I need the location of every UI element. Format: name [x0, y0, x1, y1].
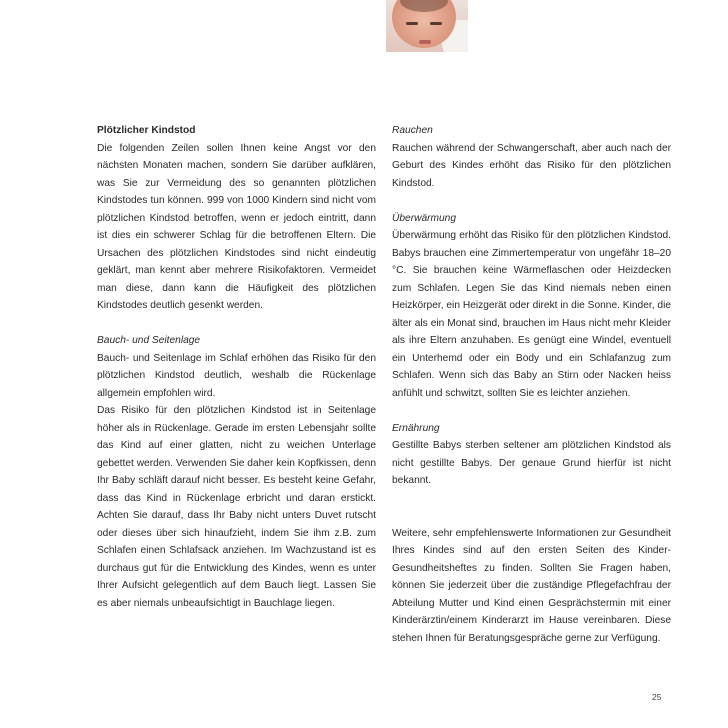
paragraph: Die folgenden Zeilen sollen Ihnen keine Angst vor den nächsten Monaten machen, sondern Sie darüber aufklären, was Sie zur Vermeidung des so genannten plötzlichen Kindstodes tun können. 999 von 1000 Kindern sind nicht vom plötzlichen Kindstod betroffen, wenn er jedoch eintritt, dann ist dies ein schwerer Schlag für die betroffenen Eltern. Die Ursachen des plötzlichen Kindstodes sind nicht eindeutig geklärt, man kennt aber mehrere Risikofaktoren. Vermeidet man diese, dann kann die Häufigkeit des plötzlichen Kindstodes deutlich gesenkt werden. [97, 142, 376, 311]
paragraph: Weitere, sehr empfehlenswerte Informationen zur Gesundheit Ihres Kindes sind auf den ersten Seiten des Kinder-Gesundheitsheftes zu finden. Sollten Sie Fragen haben, können Sie jederzeit über die zuständige Pflegefachfrau der Abteilung Mutter und Kind einen Gesprächstermin mit einer Kinderärztin/einem Kinderarzt im Hause vereinbaren. Diese stehen Ihnen für Beratungsgespräche gerne zur Verfügung. [392, 527, 671, 644]
spacer [392, 507, 671, 525]
spacer [392, 192, 671, 210]
subheading: Überwärmung [392, 212, 456, 224]
subheading: Ernährung [392, 422, 440, 434]
subheading: Rauchen [392, 125, 433, 136]
paragraph: Überwärmung erhöht das Risiko für den plötzlichen Kindstod. Babys brauchen eine Zimmertemperatur von ungefähr 18–20 °C. Sie brauchen keine Wärmeflaschen oder Heizdecken zum Schlafen. Legen Sie das Kind niemals neben einen Heizkörper, ein Heizgerät oder direkt in die Sonne. Kinder, die älter als ein Monat sind, brauchen im Haus nicht mehr Kleider als ihre Eltern anzuhaben. Es genügt eine Windel, eventuell ein Unterhemd oder ein Body und ein Schlafanzug zum Schlafen. Wenn sich das Baby an Stirn oder Nacken heiss anfühlt und schwitzt, sollten Sie es leichter anziehen. [392, 230, 671, 399]
section-heading: Plötzlicher Kindstod [97, 125, 196, 136]
spacer [97, 315, 376, 333]
spacer [392, 490, 671, 508]
page-number: 25 [652, 692, 662, 702]
paragraph: Rauchen während der Schwangerschaft, aber auch nach der Geburt des Kindes erhöht das Risiko für den plötzlichen Kindstod. [392, 142, 671, 189]
right-column [392, 122, 671, 647]
paragraph: Gestillte Babys sterben seltener am plötzlichen Kindstod als nicht gestillte Babys. Der genaue Grund hierfür ist nicht bekannt. [392, 440, 671, 486]
baby-photo [386, 0, 468, 52]
spacer [392, 402, 671, 420]
left-column [97, 122, 376, 612]
paragraph: Das Risiko für den plötzlichen Kindstod ist in Seitenlage höher als in Rückenlage. Gerade im ersten Lebensjahr sollte das Kind auf einer glatten, nicht zu weichen Unterlage gebettet werden. Verwenden Sie daher kein Kopfkissen, denn Ihr Baby schläft darauf nicht besser. Es besteht keine Gefahr, dass das Kind in Rückenlage erbricht und daran erstickt. Achten Sie darauf, dass Ihr Baby nicht unters Duvet rutscht oder dieses über sich hinaufzieht, indem Sie ihm z.B. zum Schlafen einen Schlafsack anziehen. Im Wachzustand ist es durchaus gut für die Entwicklung des Kindes, wenn es unter Ihrer Aufsicht gelegentlich auf dem Bauch liegt. Lassen Sie es aber niemals unbeaufsichtigt in Bauchlage liegen. [97, 405, 376, 609]
paragraph: Bauch- und Seitenlage im Schlaf erhöhen das Risiko für den plötzlichen Kindstod deutlich, weshalb die Rückenlage allgemein empfohlen wird. [97, 352, 376, 399]
subheading: Bauch- und Seitenlage [97, 335, 201, 346]
